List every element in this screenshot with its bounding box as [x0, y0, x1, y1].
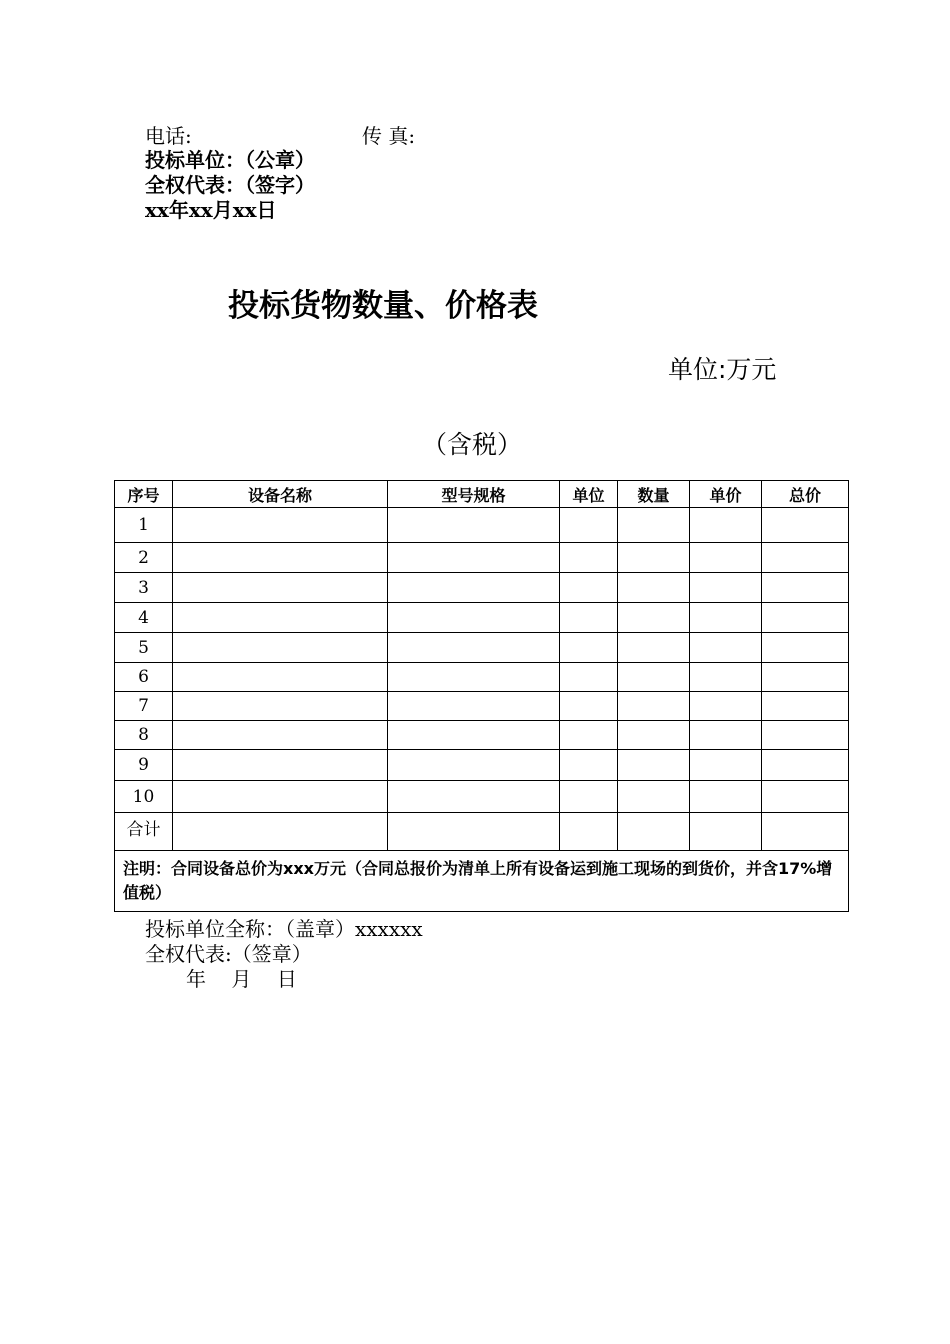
total-label-cell: 合计: [115, 813, 173, 851]
empty-cell[interactable]: [388, 633, 560, 663]
empty-cell[interactable]: [173, 508, 388, 543]
empty-cell[interactable]: [560, 603, 618, 633]
empty-cell[interactable]: [618, 781, 690, 813]
empty-cell[interactable]: [388, 721, 560, 750]
row-seq-cell: 4: [115, 603, 173, 633]
empty-cell[interactable]: [762, 813, 849, 851]
empty-cell[interactable]: [762, 633, 849, 663]
empty-cell[interactable]: [618, 721, 690, 750]
empty-cell[interactable]: [618, 508, 690, 543]
row-seq-cell: 7: [115, 692, 173, 721]
empty-cell[interactable]: [618, 813, 690, 851]
empty-cell[interactable]: [690, 573, 762, 603]
empty-cell[interactable]: [690, 813, 762, 851]
table-row: [115, 633, 849, 663]
col-header-model: 型号规格: [388, 481, 560, 508]
empty-cell[interactable]: [560, 781, 618, 813]
table-row: [115, 781, 849, 813]
empty-cell[interactable]: [388, 573, 560, 603]
empty-cell[interactable]: [388, 813, 560, 851]
empty-cell[interactable]: [618, 692, 690, 721]
empty-cell[interactable]: [762, 721, 849, 750]
note-row: [115, 851, 849, 912]
row-seq-cell: 6: [115, 663, 173, 692]
note-cell: 注明：合同设备总价为xxx万元（合同总报价为清单上所有设备运到施工现场的到货价，并含17%增值税）: [115, 851, 849, 912]
fax-label: 传 真:: [362, 124, 416, 148]
empty-cell[interactable]: [690, 603, 762, 633]
empty-cell[interactable]: [762, 508, 849, 543]
table-row: [115, 573, 849, 603]
empty-cell[interactable]: [762, 603, 849, 633]
tax-label: （含税）: [422, 430, 523, 459]
row-seq-cell: 2: [115, 543, 173, 573]
empty-cell[interactable]: [762, 750, 849, 781]
empty-cell[interactable]: [762, 573, 849, 603]
empty-cell[interactable]: [618, 750, 690, 781]
table-row: [115, 663, 849, 692]
empty-cell[interactable]: [690, 633, 762, 663]
empty-cell[interactable]: [618, 663, 690, 692]
row-seq-cell: 9: [115, 750, 173, 781]
empty-cell[interactable]: [173, 781, 388, 813]
empty-cell[interactable]: [388, 750, 560, 781]
row-seq-cell: 8: [115, 721, 173, 750]
col-header-total-price: 总价: [762, 481, 849, 508]
col-header-unit-price: 单价: [690, 481, 762, 508]
empty-cell[interactable]: [388, 663, 560, 692]
phone-label: 电话:: [145, 124, 192, 148]
empty-cell[interactable]: [388, 692, 560, 721]
col-header-qty: 数量: [618, 481, 690, 508]
empty-cell[interactable]: [690, 692, 762, 721]
empty-cell[interactable]: [690, 750, 762, 781]
empty-cell[interactable]: [690, 543, 762, 573]
empty-cell[interactable]: [560, 573, 618, 603]
empty-cell[interactable]: [690, 781, 762, 813]
empty-cell[interactable]: [560, 813, 618, 851]
empty-cell[interactable]: [560, 543, 618, 573]
header-date: xx年xx月xx日: [145, 198, 277, 222]
col-header-name: 设备名称: [173, 481, 388, 508]
bidder-unit-seal: 投标单位：（公章）: [145, 148, 315, 172]
empty-cell[interactable]: [762, 543, 849, 573]
empty-cell[interactable]: [173, 663, 388, 692]
table-header-row: [115, 481, 849, 508]
empty-cell[interactable]: [560, 721, 618, 750]
col-header-seq: 序号: [115, 481, 173, 508]
empty-cell[interactable]: [173, 543, 388, 573]
empty-cell[interactable]: [560, 750, 618, 781]
empty-cell[interactable]: [560, 633, 618, 663]
empty-cell[interactable]: [762, 663, 849, 692]
empty-cell[interactable]: [560, 692, 618, 721]
table-row: [115, 603, 849, 633]
empty-cell[interactable]: [173, 633, 388, 663]
unit-label: 单位:万元: [668, 355, 777, 384]
table-row: [115, 692, 849, 721]
footer-date: 年 月 日: [186, 967, 297, 991]
empty-cell[interactable]: [690, 721, 762, 750]
empty-cell[interactable]: [173, 721, 388, 750]
footer-bidder-full-name: 投标单位全称：（盖章）xxxxxx: [145, 917, 423, 941]
row-seq-cell: 1: [115, 508, 173, 543]
table-row: [115, 750, 849, 781]
empty-cell[interactable]: [618, 543, 690, 573]
empty-cell[interactable]: [388, 543, 560, 573]
empty-cell[interactable]: [388, 603, 560, 633]
empty-cell[interactable]: [618, 573, 690, 603]
total-row: [115, 813, 849, 851]
empty-cell[interactable]: [618, 633, 690, 663]
empty-cell[interactable]: [762, 692, 849, 721]
empty-cell[interactable]: [173, 813, 388, 851]
empty-cell[interactable]: [388, 781, 560, 813]
empty-cell[interactable]: [690, 663, 762, 692]
table-row: [115, 543, 849, 573]
table-row: [115, 721, 849, 750]
empty-cell[interactable]: [173, 603, 388, 633]
authorized-rep-signature: 全权代表：（签字）: [145, 173, 315, 197]
col-header-unit: 单位: [560, 481, 618, 508]
empty-cell[interactable]: [173, 573, 388, 603]
page-title: 投标货物数量、价格表: [228, 288, 538, 324]
empty-cell[interactable]: [388, 508, 560, 543]
empty-cell[interactable]: [173, 692, 388, 721]
empty-cell[interactable]: [762, 781, 849, 813]
footer-authorized-rep: 全权代表:（签章）: [145, 942, 312, 966]
empty-cell[interactable]: [560, 663, 618, 692]
empty-cell[interactable]: [690, 508, 762, 543]
price-table: [114, 480, 849, 912]
table-row: [115, 508, 849, 543]
row-seq-cell: 10: [115, 781, 173, 813]
empty-cell[interactable]: [173, 750, 388, 781]
empty-cell[interactable]: [560, 508, 618, 543]
row-seq-cell: 3: [115, 573, 173, 603]
row-seq-cell: 5: [115, 633, 173, 663]
empty-cell[interactable]: [618, 603, 690, 633]
